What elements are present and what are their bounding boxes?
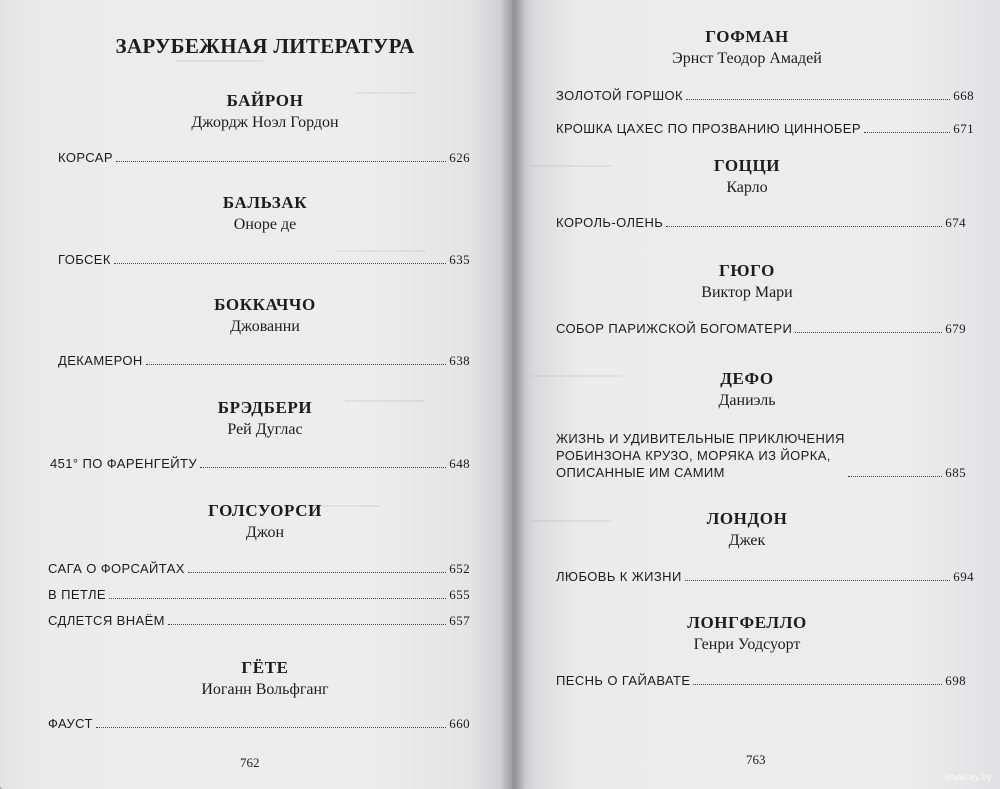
author-surname: БАЛЬЗАК	[222, 193, 308, 212]
work-title: 451° ПО ФАРЕНГЕЙТУ	[50, 456, 198, 471]
dot-leader	[795, 332, 942, 333]
author-surname: ГЮГО	[719, 261, 775, 280]
author-surname: ЛОНГФЕЛЛО	[687, 613, 807, 632]
page-number: 694	[953, 569, 974, 584]
page-number: 655	[449, 587, 470, 602]
author-surname: ЛОНДОН	[706, 509, 788, 528]
dot-leader	[686, 99, 950, 100]
author-heading	[40, 90, 490, 134]
toc-entry[interactable]	[556, 673, 966, 689]
watermark: www.ay.by	[944, 772, 992, 783]
author-heading	[40, 192, 490, 236]
author-given-name: Джованни	[230, 318, 300, 335]
show-through	[175, 60, 265, 72]
author-given-name: Генри Уодсуорт	[693, 636, 801, 653]
dot-leader	[188, 572, 446, 573]
toc-entry[interactable]	[48, 561, 470, 577]
author-given-name: Даниэль	[718, 392, 776, 409]
dot-leader	[200, 467, 446, 468]
toc-entry[interactable]	[48, 613, 470, 629]
page-number: 685	[945, 465, 966, 480]
dot-leader	[109, 598, 446, 599]
author-surname: БОККАЧЧО	[214, 295, 316, 314]
author-heading	[40, 500, 490, 544]
dot-leader	[666, 226, 942, 227]
page-folio: 762	[240, 755, 260, 770]
author-heading	[40, 294, 490, 338]
author-given-name: Виктор Мари	[701, 284, 793, 301]
page-number: 638	[449, 353, 470, 368]
dot-leader	[146, 364, 447, 365]
author-heading	[512, 260, 982, 304]
toc-entry[interactable]	[556, 569, 974, 585]
work-title: СОБОР ПАРИЖСКОЙ БОГОМАТЕРИ	[556, 321, 793, 336]
toc-entry[interactable]	[556, 430, 966, 481]
author-heading	[40, 397, 490, 441]
author-heading	[40, 657, 490, 701]
author-surname: ГОЛСУОРСИ	[208, 501, 322, 520]
work-title: ДЕКАМЕРОН	[58, 353, 143, 368]
author-surname: ГЁТЕ	[241, 658, 289, 677]
toc-entry[interactable]	[58, 252, 470, 268]
author-given-name: Оноре де	[233, 216, 297, 233]
toc-entry[interactable]	[50, 456, 470, 472]
page-number: 660	[449, 716, 470, 731]
work-title: ЛЮБОВЬ К ЖИЗНИ	[556, 569, 682, 584]
page-number: 679	[945, 321, 966, 336]
author-heading	[512, 612, 982, 656]
page-number: 671	[953, 121, 974, 136]
author-heading	[512, 368, 982, 412]
page-number: 657	[449, 613, 470, 628]
page-number: 698	[945, 673, 966, 688]
work-title: ЗОЛОТОЙ ГОРШОК	[556, 88, 684, 103]
dot-leader	[96, 727, 446, 728]
author-given-name: Рей Дуглас	[227, 421, 303, 438]
dot-leader	[864, 132, 950, 133]
dot-leader	[685, 580, 951, 581]
page-number: 626	[449, 150, 470, 165]
page-number: 652	[449, 561, 470, 576]
page-number: 648	[449, 456, 470, 471]
work-title: ПЕСНЬ О ГАЙАВАТЕ	[556, 673, 691, 688]
work-title: В ПЕТЛЕ	[48, 587, 106, 602]
author-surname: ДЕФО	[720, 369, 774, 388]
page-number: 674	[945, 215, 966, 230]
work-title: СДЛЕТСЯ ВНАЁМ	[48, 613, 165, 628]
book-gutter	[500, 0, 526, 789]
toc-entry[interactable]	[58, 353, 470, 369]
page-number: 668	[953, 88, 974, 103]
work-title: КОРСАР	[58, 150, 113, 165]
work-title: САГА О ФОРСАЙТАХ	[48, 561, 185, 576]
author-surname: ГОФМАН	[705, 27, 789, 46]
right-page	[512, 0, 1000, 789]
author-given-name: Иоганн Вольфганг	[201, 681, 329, 698]
author-surname: ГОЦЦИ	[713, 156, 781, 175]
toc-entry[interactable]	[556, 215, 966, 231]
author-given-name: Джек	[728, 532, 766, 549]
toc-entry[interactable]	[48, 587, 470, 603]
dot-leader	[693, 684, 942, 685]
toc-entry[interactable]	[48, 716, 470, 732]
work-title: ЖИЗНЬ И УДИВИТЕЛЬНЫЕ ПРИКЛЮЧЕНИЯ РОБИНЗОНА КРУЗО, МОРЯКА ИЗ ЙОРКА, ОПИСАННЫЕ ИМ САМИМ	[556, 431, 845, 480]
toc-entry[interactable]	[556, 88, 974, 104]
author-given-name: Эрнст Теодор Амадей	[672, 50, 822, 67]
author-surname: БРЭДБЕРИ	[217, 398, 313, 417]
toc-entry[interactable]	[556, 121, 974, 137]
author-given-name: Джордж Ноэл Гордон	[191, 114, 339, 131]
dot-leader	[168, 624, 446, 625]
dot-leader	[116, 161, 446, 162]
section-title: ЗАРУБЕЖНАЯ ЛИТЕРАТУРА	[115, 34, 415, 58]
work-title: ФАУСТ	[48, 716, 93, 731]
author-heading	[512, 155, 982, 199]
author-given-name: Карло	[726, 179, 768, 196]
work-title: КОРОЛЬ-ОЛЕНЬ	[556, 215, 664, 230]
work-title: КРОШКА ЦАХЕС ПО ПРОЗВАНИЮ ЦИННОБЕР	[556, 121, 861, 136]
author-heading	[512, 508, 982, 552]
page-folio: 763	[746, 752, 766, 767]
page-number: 635	[449, 252, 470, 267]
toc-entry[interactable]	[556, 321, 966, 337]
author-surname: БАЙРОН	[226, 91, 304, 110]
dot-leader	[848, 476, 943, 477]
author-given-name: Джон	[245, 524, 285, 541]
work-title: ГОБСЕК	[58, 252, 111, 267]
dot-leader	[114, 263, 446, 264]
toc-entry[interactable]	[58, 150, 470, 166]
author-heading	[512, 26, 982, 70]
